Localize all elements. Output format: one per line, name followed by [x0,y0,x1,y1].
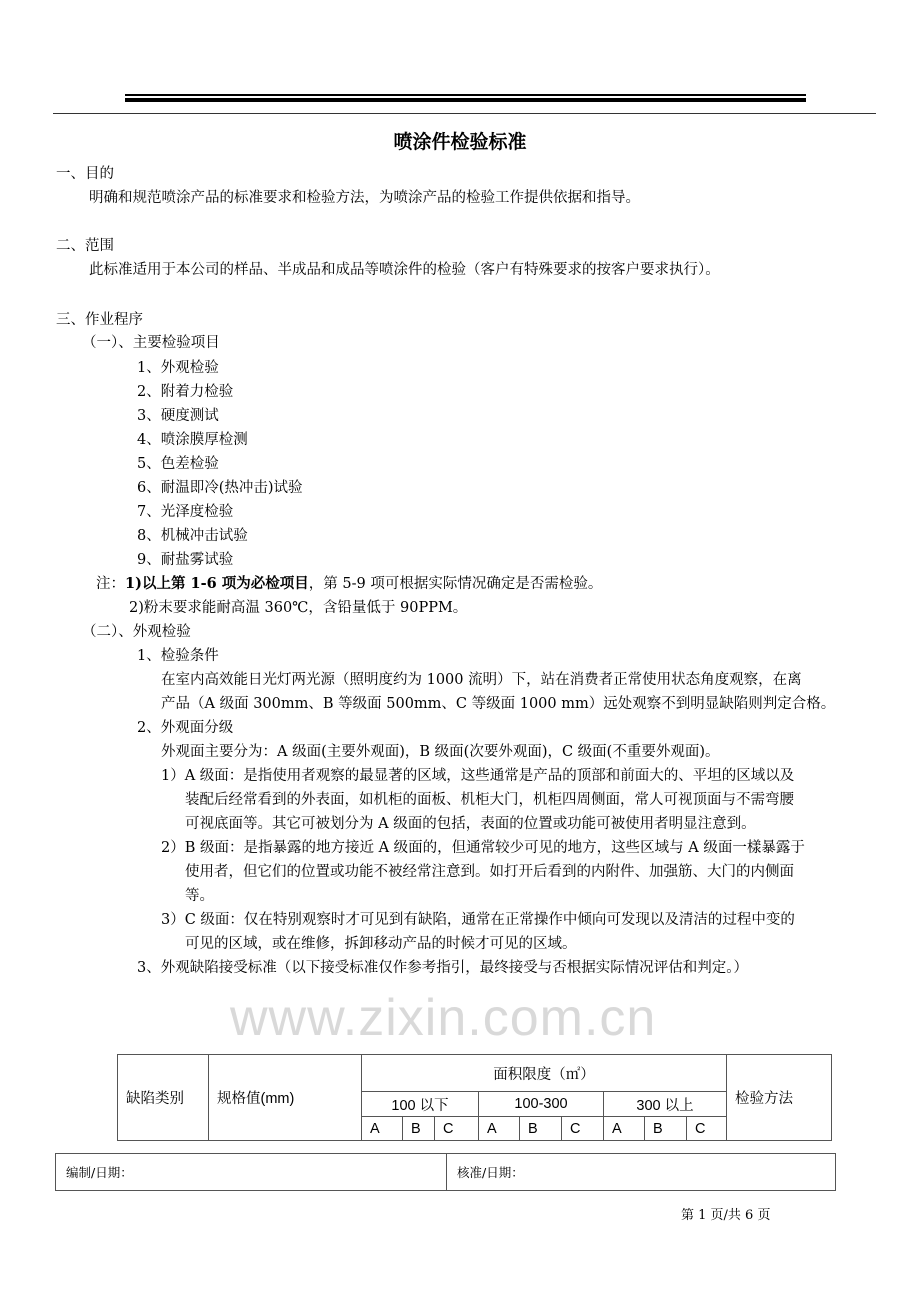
paragraph-line: 3）C 级面：仅在特别观察时才可见到有缺陷，通常在正常操作中倾向可发现以及清洁的过程中变的 [161,912,795,928]
range-header: 100 以下 [362,1092,479,1117]
defect-table [117,1054,832,1141]
header-rule [53,113,876,114]
watermark: www.zixin.com.cn [230,989,657,1047]
paragraph: 明确和规范喷涂产品的标准要求和检验方法，为喷涂产品的检验工作提供依据和指导。 [89,190,640,206]
note-rest: ，第 5-9 项可根据实际情况确定是否需检验。 [308,576,603,592]
inspection-item: 8、机械冲击试验 [137,528,248,544]
header-method: 检验方法 [727,1055,832,1141]
note-bold: 1)以上第 1-6 项为必检项目 [125,575,309,592]
range-header: 300 以上 [604,1092,727,1117]
paragraph-line: 可见的区域，或在维修，拆卸移动产品的时候才可见的区域。 [185,936,577,952]
note-1 [96,574,602,594]
header-rule-thick [125,98,806,102]
grade-header: A [604,1117,645,1141]
paragraph-line: 可视底面等。其它可被划分为 A 级面的包括，表面的位置或功能可被使用者明显注意到。 [185,816,756,832]
grade-header: B [403,1117,435,1141]
item-heading: 3、外观缺陷接受标准（以下接受标准仅作参考指引，最终接受与否根据实际情况评估和判定。） [137,960,748,976]
prepared-by-date: 编制/日期： [56,1154,447,1190]
note-2: 2)粉末要求能耐高温 360℃，含铅量低于 90PPM。 [129,600,468,616]
grade-header: C [435,1117,479,1141]
section-heading: 二、范围 [56,238,114,254]
paragraph-line: 产品（A 级面 300mm、B 等级面 500mm、C 等级面 1000 mm）远处观察不到明显缺陷则判定合格。 [161,696,836,712]
inspection-item: 5、色差检验 [137,456,219,472]
inspection-item: 9、耐盐雾试验 [137,552,234,568]
inspection-item: 3、硬度测试 [137,408,219,424]
header-area-limit: 面积限度（㎡） [362,1055,727,1092]
approved-by-date: 核准/日期： [457,1165,524,1180]
signoff-box [55,1153,836,1191]
paragraph-line: 2）B 级面：是指暴露的地方接近 A 级面的，但通常较少可见的地方，这些区域与 A 级面一樣暴露于 [161,840,805,856]
section-heading: 一、目的 [56,166,114,182]
grade-header: B [645,1117,687,1141]
note-prefix: 注： [96,576,125,592]
paragraph-line: 等。 [185,888,214,904]
item-heading: 2、外观面分级 [137,720,234,736]
inspection-item: 7、光泽度检验 [137,504,234,520]
paragraph-line: 装配后经常看到的外表面，如机柜的面板、机柜大门，机柜四周侧面，常人可视顶面与不需弯腰 [185,792,794,808]
paragraph-line: 1）A 级面：是指使用者观察的最显著的区域，这些通常是产品的顶部和前面大的、平坦的区域以及 [161,768,795,784]
page-number: 第 1 页/共 6 页 [681,1208,771,1223]
grade-header: B [520,1117,562,1141]
header-defect-type: 缺陷类别 [118,1055,209,1141]
header-rule-thin [125,94,806,96]
paragraph-line: 在室内高效能日光灯两光源（照明度约为 1000 流明）下，站在消费者正常使用状态角度观察，在离 [161,672,802,688]
grade-header: C [562,1117,604,1141]
inspection-item: 6、耐温即冷(热冲击)试验 [137,480,303,496]
paragraph-line: 使用者，但它们的位置或功能不被经常注意到。如打开后看到的内附件、加强筋、大门的内侧面 [185,864,794,880]
grade-header: A [362,1117,403,1141]
inspection-item: 2、附着力检验 [137,384,234,400]
paragraph-line: 外观面主要分为：A 级面(主要外观面)，B 级面(次要外观面)，C 级面(不重要外观面)。 [161,744,720,760]
page-title: 喷涂件检验标准 [393,131,527,153]
range-header: 100-300 [479,1092,604,1117]
item-heading: 1、检验条件 [137,648,219,664]
inspection-item: 1、外观检验 [137,360,219,376]
section-heading: 三、作业程序 [56,312,143,328]
subsection-heading: （一）、主要检验项目 [82,335,220,351]
grade-header: A [479,1117,520,1141]
grade-header: C [687,1117,727,1141]
paragraph: 此标准适用于本公司的样品、半成品和成品等喷涂件的检验（客户有特殊要求的按客户要求执行）。 [89,262,720,278]
inspection-item: 4、喷涂膜厚检测 [137,432,248,448]
header-spec: 规格值(mm) [209,1055,362,1141]
subsection-heading: （二）、外观检验 [82,624,191,640]
